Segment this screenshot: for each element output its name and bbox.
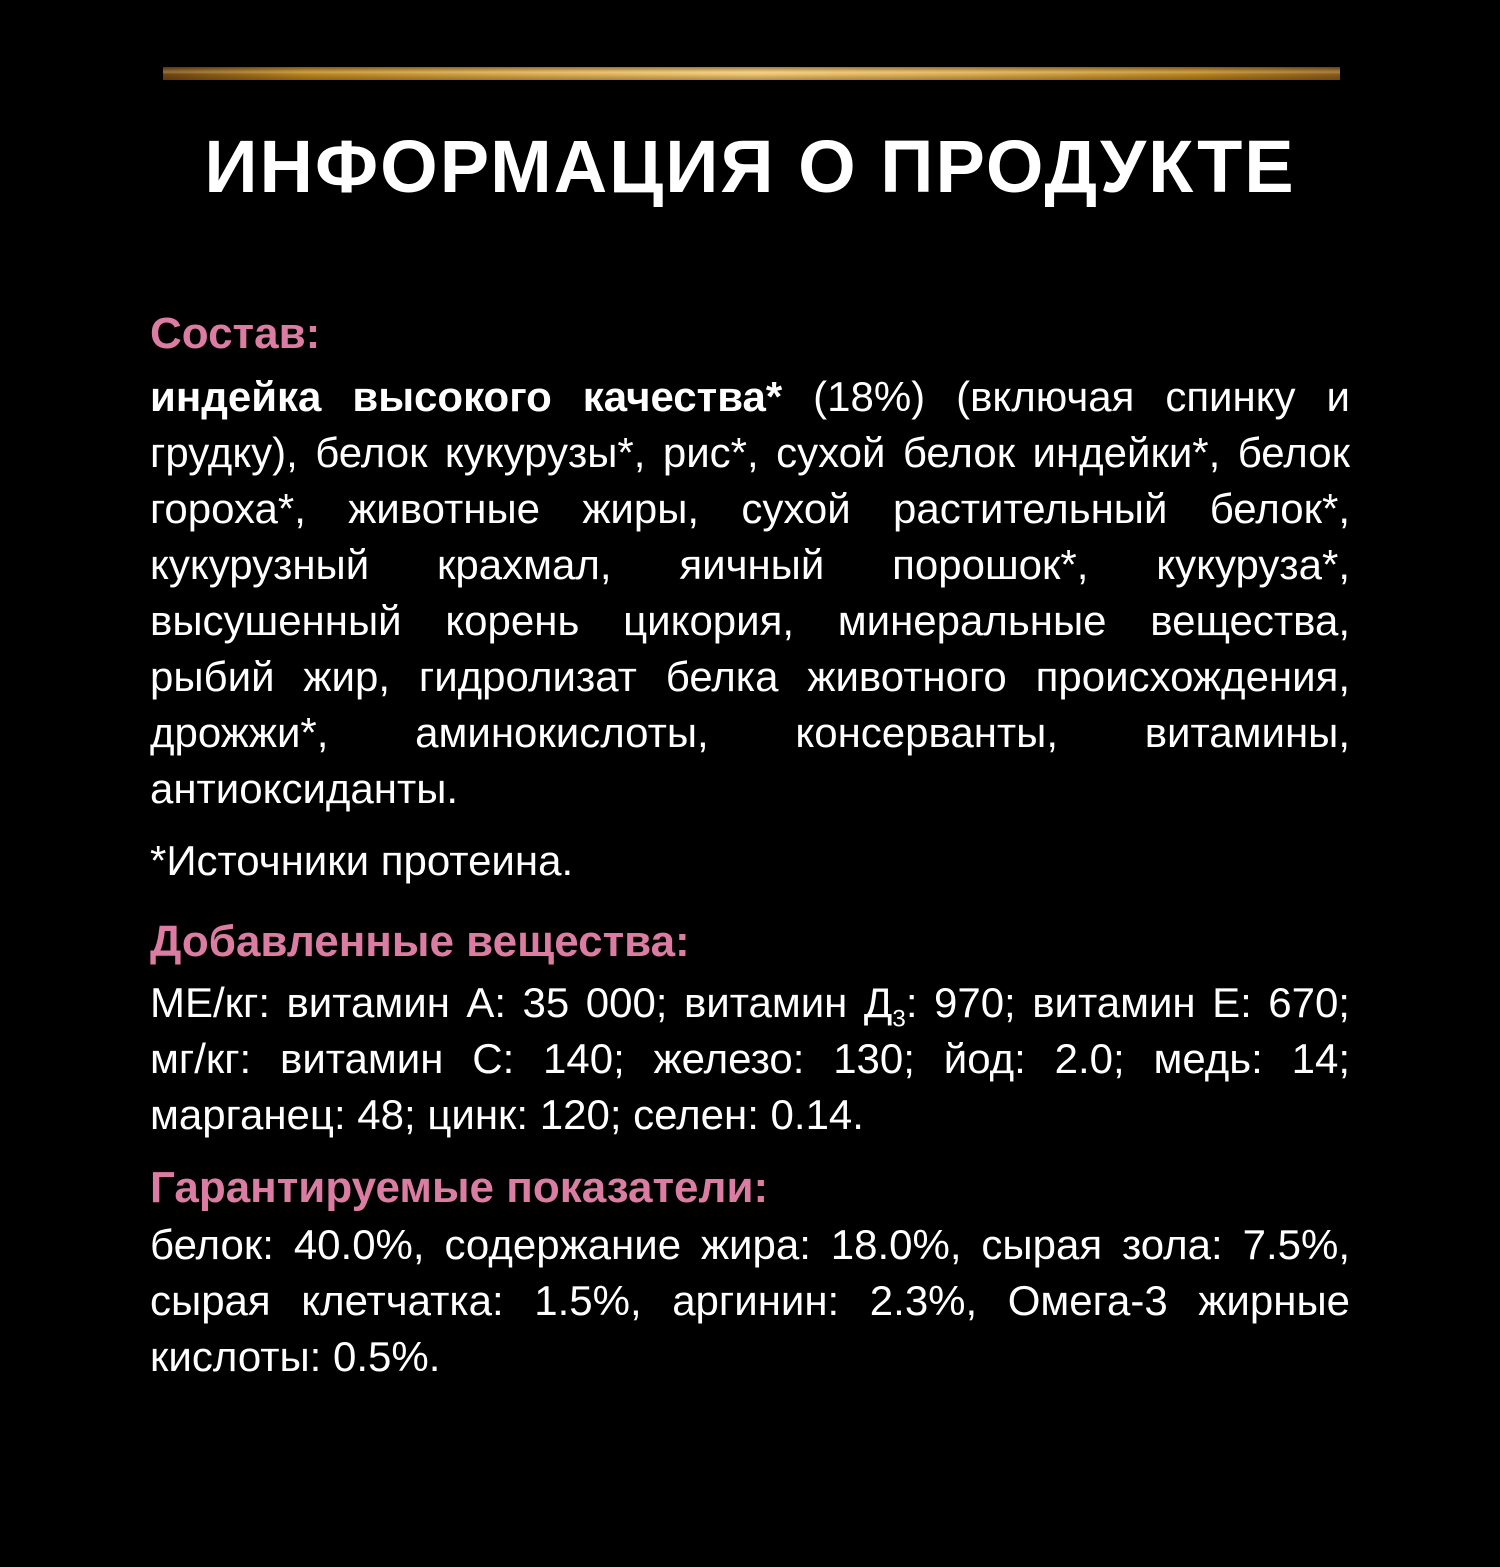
additives-heading: Добавленные вещества: (150, 917, 690, 966)
additives-text-before-subscript: МЕ/кг: витамин А: 35 000; витамин Д (150, 979, 893, 1026)
section-composition (150, 309, 1350, 889)
composition-lead-ingredient: индейка высокого качества* (150, 373, 783, 420)
product-info-card (0, 67, 1500, 1567)
gold-divider-bar (163, 67, 1340, 80)
page-title: ИНФОРМАЦИЯ О ПРОДУКТЕ (204, 125, 1296, 208)
section-guaranteed (150, 1163, 1350, 1385)
section-additives (150, 917, 1350, 1143)
protein-sources-note: *Источники протеина. (150, 837, 574, 884)
composition-paragraph (150, 369, 1350, 817)
composition-heading: Состав: (150, 309, 321, 358)
additives-text-after-subscript: : 970; витамин Е: 670; мг/кг: витамин С: 140; железо: 130; йод: 2.0; медь: 14; марганец: 48; цинк: 120; селен: 0.14. (150, 979, 1350, 1138)
vitamin-d3-subscript: 3 (892, 1005, 906, 1033)
guaranteed-paragraph: белок: 40.0%, содержание жира: 18.0%, сырая зола: 7.5%, сырая клетчатка: 1.5%, аргинин: 2.3%, Омега-3 жирные кислоты: 0.5%. (150, 1221, 1350, 1380)
additives-paragraph (150, 975, 1350, 1143)
guaranteed-heading: Гарантируемые показатели: (150, 1163, 769, 1212)
composition-ingredient-list: (18%) (включая спинку и грудку), белок кукурузы*, рис*, сухой белок индейки*, белок гороха*, животные жиры, сухой растительный белок*, кукурузный крахмал, яичный порошок*, кукуруза*, высушенный корень цикория, минеральные вещества, рыбий жир, гидролизат белка животного происхождения, дрожжи*, аминокислоты, консерванты, витамины, антиоксиданты. (150, 373, 1350, 812)
